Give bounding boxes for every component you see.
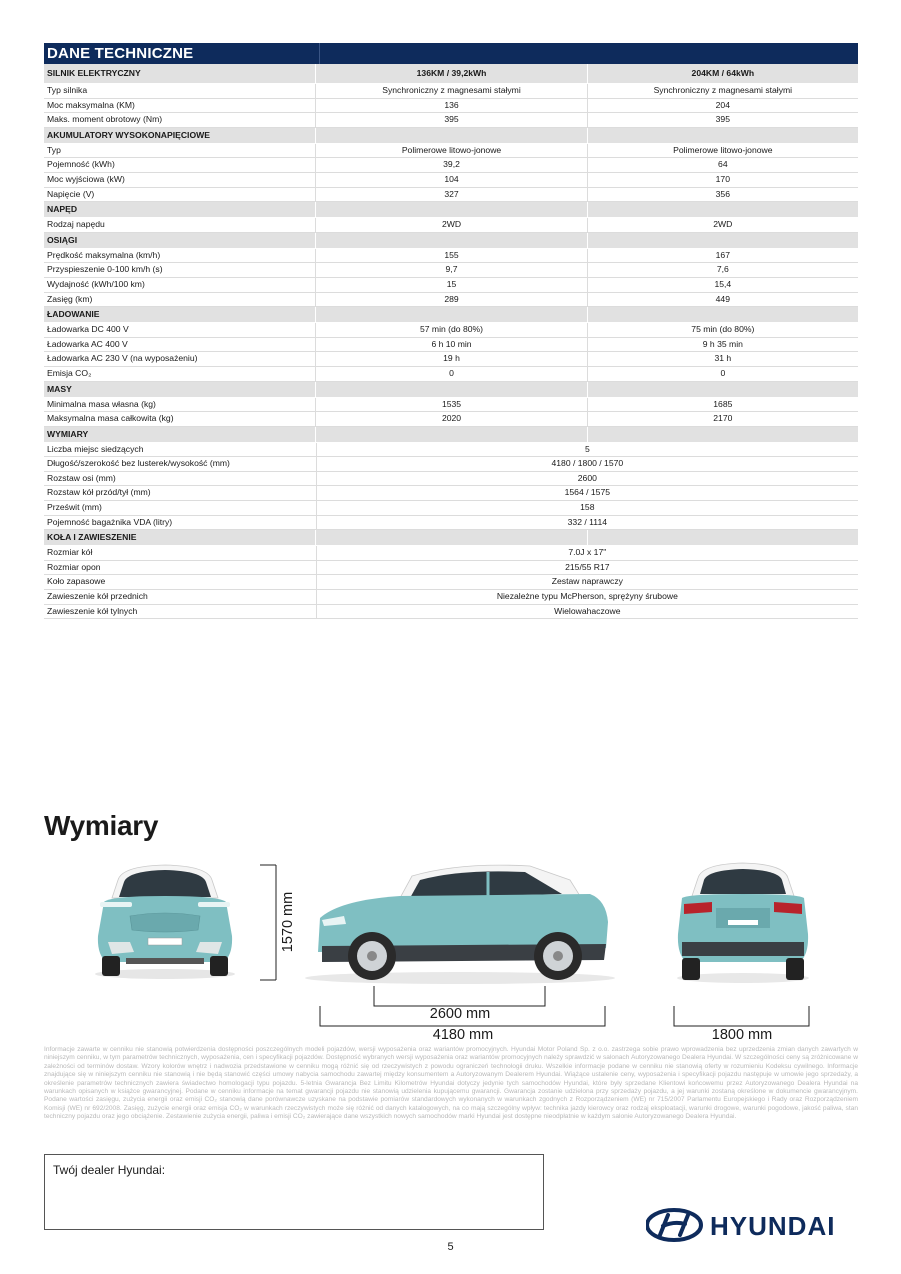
- car-front-view: [90, 858, 240, 980]
- spec-row: [44, 263, 858, 278]
- spec-label: Koło zapasowe: [47, 576, 106, 587]
- spec-row: [44, 218, 858, 233]
- spec-row: [44, 398, 858, 413]
- spec-value-variant-2: 204: [587, 99, 858, 113]
- spec-label: Zawieszenie kół przednich: [47, 591, 148, 602]
- engine-header-label: SILNIK ELEKTRYCZNY: [47, 68, 141, 78]
- spec-value-variant-2: Polimerowe litowo-jonowe: [587, 144, 858, 158]
- section-header: [44, 530, 858, 546]
- spec-label: Ładowarka DC 400 V: [47, 324, 129, 335]
- spec-label: Przyspieszenie 0-100 km/h (s): [47, 264, 163, 275]
- spec-value-variant-1: 1535: [315, 398, 586, 412]
- spec-row: [44, 367, 858, 382]
- spec-value-variant-2: 64: [587, 158, 858, 172]
- section-header: [44, 427, 858, 443]
- spec-row: [44, 516, 858, 531]
- spec-row: [44, 546, 858, 561]
- width-dimension-line: [672, 1006, 812, 1028]
- spec-value-variant-1: Synchroniczny z magnesami stałymi: [315, 84, 586, 98]
- section-header: [44, 233, 858, 249]
- spec-label: Napięcie (V): [47, 188, 95, 199]
- spec-value-variant-1: 15: [315, 278, 586, 292]
- length-label: 4180 mm: [432, 1027, 494, 1043]
- spec-value-shared: 215/55 R17: [316, 561, 858, 575]
- spec-table: [44, 43, 858, 619]
- brand-logo-text: HYUNDAI: [710, 1211, 836, 1241]
- spec-row: [44, 561, 858, 576]
- spec-row: [44, 575, 858, 590]
- spec-row: [44, 338, 858, 353]
- spec-value-variant-2: 7,6: [587, 263, 858, 277]
- spec-label: Rozmiar kół: [47, 547, 93, 558]
- spec-row: [44, 501, 858, 516]
- length-dimension-line: [318, 1006, 608, 1028]
- spec-row: [44, 486, 858, 501]
- spec-sections: [44, 84, 858, 619]
- spec-row: [44, 158, 858, 173]
- variant-1-header: 136KM / 39,2kWh: [315, 64, 586, 83]
- wheelbase-label: 2600 mm: [429, 1006, 491, 1022]
- width-label: 1800 mm: [711, 1027, 773, 1043]
- spec-title: DANE TECHNICZNE: [44, 43, 319, 64]
- spec-value-variant-1: 327: [315, 188, 586, 202]
- spec-value-shared: 5: [316, 443, 858, 457]
- spec-label: Rozmiar opon: [47, 561, 101, 572]
- spec-row: [44, 249, 858, 264]
- spec-value-shared: 2600: [316, 472, 858, 486]
- spec-label: Ładowarka AC 400 V: [47, 338, 128, 349]
- spec-value-variant-2: 15,4: [587, 278, 858, 292]
- spec-value-shared: Niezależne typu McPherson, sprężyny śrubowe: [316, 590, 858, 604]
- spec-row: [44, 84, 858, 99]
- section-title: NAPĘD: [47, 204, 78, 215]
- spec-value-variant-2: 356: [587, 188, 858, 202]
- spec-row: [44, 472, 858, 487]
- spec-row: [44, 173, 858, 188]
- spec-value-shared: Wielowahaczowe: [316, 605, 858, 619]
- spec-value-variant-2: 170: [587, 173, 858, 187]
- spec-value-variant-2: 0: [587, 367, 858, 381]
- spec-value-variant-1: 2020: [315, 412, 586, 426]
- spec-label: Liczba miejsc siedzących: [47, 443, 144, 454]
- section-title: OSIĄGI: [47, 234, 78, 245]
- spec-row: [44, 352, 858, 367]
- spec-label: Typ: [47, 144, 61, 155]
- spec-value-variant-1: 39,2: [315, 158, 586, 172]
- legal-disclaimer: Informacje zawarte w cenniku nie stanowią potwierdzenia dostępności poszczególnych modeli pojazdów, wersji wyposażenia oraz wariantów promocyjnych. Hyundai Motor Poland Sp. z o.o. zastrzega sobie prawo wprowadzenia bez uprzedzenia zmian danych zawartych w niniejszym cenniku, w tym parametrów technicznych, wyposażenia, cen i specyfikacji pojazdów. Dostępność wybranych wersji wyposażenia oraz wariantów promocyjnych należy sprawdzić w salonach Autoryzowanego Dealera Hyundai. W szczególności ceny są zróżnicowane w zależności od terminów dostaw. Wzory kolorów wnętrz i nadwozia przedstawione w cenniku mogą różnić się od rzeczywistych z powodu ograniczeń technologii druku. Wszelkie informacje podane w cenniku nie stanowią oferty w rozumieniu Kodeksu cywilnego. Informacje znajdujące się w niniejszym cenniku nie stanowią i nie będą stanowić części umowy nabycia samochodu zawartej między konsumentem a Autoryzowanym Dealerem Hyundai. Wiążące ustalenie ceny, wyposażenia i specyfikacji pojazdu następuje w umowie jego sprzedaży, a określenie parametrów technicznych zawiera świadectwo homologacji typu pojazdu. 5-letnia Gwarancja Bez Limitu Kilometrów Hyundai dotyczy jedynie tych samochodów Hyundai, które były sprzedane Klientowi końcowemu przez Autoryzowanego Dealera Hyundai na warunkach opisanych w książce gwarancyjnej. Podane w cenniku informacje na temat gwarancji pojazdu nie stanowią udzielenia kupującemu gwarancji. Gwarancja zostanie udzielona przy sprzedaży pojazdu, a jej warunki zostaną określone w dokumencie gwarancyjnym. Podane wartości zasięgu, zużycia energii oraz emisji CO₂ stanowią dane porównawcze uzyskane na podstawie pomiarów standardowych wykonanych w warunkach zgodnych z Rozporządzeniem (WE) nr 715/2007 Parlamentu Europejskiego i Rady oraz Rozporządzeniem Komisji (WE) nr 692/2008. Zasięg, zużycie energii oraz emisja CO₂ w warunkach rzeczywistych może się różnić od danych katalogowych, na co mają szczególny wpływ: technika jazdy kierowcy oraz rodzaj eksploatacji, warunki drogowe, warunki pogodowe, jakość paliwa, stan techniczny pojazdu oraz jego obciążenie. Zestawienie zużycia energii, paliwa i emisji CO₂ zawierające dane wszystkich nowych samochodów marki Hyundai jest dostępne nieodpłatnie w każdym salonie Autoryzowanego Dealera Hyundai.: [44, 1046, 858, 1121]
- dealer-box: [44, 1154, 544, 1230]
- spec-label: Rozstaw osi (mm): [47, 472, 116, 483]
- spec-label: Typ silnika: [47, 85, 88, 95]
- spec-row: [44, 113, 858, 128]
- spec-value-variant-2: 9 h 35 min: [587, 338, 858, 352]
- section-title: MASY: [47, 383, 72, 394]
- spec-label: Moc wyjściowa (kW): [47, 173, 125, 184]
- spec-value-variant-2: 2WD: [587, 218, 858, 232]
- spec-value-variant-1: 104: [315, 173, 586, 187]
- spec-value-variant-2: 167: [587, 249, 858, 263]
- spec-value-variant-1: 136: [315, 99, 586, 113]
- section-title: ŁADOWANIE: [47, 309, 100, 320]
- spec-value-variant-2: 1685: [587, 398, 858, 412]
- spec-title-bar: [44, 43, 858, 64]
- spec-label: Emisja CO₂: [47, 367, 92, 378]
- spec-row: [44, 443, 858, 458]
- spec-label: Prędkość maksymalna (km/h): [47, 249, 161, 260]
- dealer-label: Twój dealer Hyundai:: [53, 1163, 166, 1177]
- height-label: 1570 mm: [280, 891, 296, 953]
- spec-value-variant-1: 155: [315, 249, 586, 263]
- section-header: [44, 307, 858, 323]
- spec-value-variant-1: 57 min (do 80%): [315, 323, 586, 337]
- spec-value-shared: Zestaw naprawczy: [316, 575, 858, 589]
- spec-row: [44, 278, 858, 293]
- spec-value-variant-2: 75 min (do 80%): [587, 323, 858, 337]
- section-title: AKUMULATORY WYSOKONAPIĘCIOWE: [47, 129, 210, 140]
- spec-row: [44, 412, 858, 427]
- spec-label: Wydajność (kWh/100 km): [47, 278, 145, 289]
- spec-label: Zawieszenie kół tylnych: [47, 605, 138, 616]
- spec-label: Długość/szerokość bez lusterek/wysokość (mm): [47, 458, 230, 469]
- wheelbase-dimension-line: [372, 986, 548, 1008]
- spec-row: [44, 293, 858, 308]
- spec-label: Minimalna masa własna (kg): [47, 398, 156, 409]
- spec-row: [44, 457, 858, 472]
- hyundai-logo-icon: [646, 1208, 858, 1242]
- spec-value-variant-2: 395: [587, 113, 858, 127]
- spec-row: [44, 188, 858, 203]
- spec-label: Rodzaj napędu: [47, 219, 105, 230]
- car-rear-view: [672, 858, 814, 984]
- spec-value-variant-1: 289: [315, 293, 586, 307]
- variant-2-header: 204KM / 64kWh: [587, 64, 858, 83]
- spec-label: Maksymalna masa całkowita (kg): [47, 413, 174, 424]
- dimensions-title: Wymiary: [44, 810, 159, 841]
- section-header: [44, 382, 858, 398]
- spec-label: Pojemność (kWh): [47, 159, 115, 170]
- spec-value-variant-2: 2170: [587, 412, 858, 426]
- spec-label: Maks. moment obrotowy (Nm): [47, 114, 163, 125]
- spec-label: Zasięg (km): [47, 293, 93, 304]
- section-header: [44, 202, 858, 218]
- spec-value-variant-1: Polimerowe litowo-jonowe: [315, 144, 586, 158]
- section-header: [44, 128, 858, 144]
- spec-row: [44, 605, 858, 620]
- spec-value-shared: 7.0J x 17": [316, 546, 858, 560]
- spec-value-variant-1: 395: [315, 113, 586, 127]
- spec-value-shared: 158: [316, 501, 858, 515]
- spec-row: [44, 590, 858, 605]
- spec-value-shared: 1564 / 1575: [316, 486, 858, 500]
- spec-label: Pojemność bagażnika VDA (litry): [47, 516, 173, 527]
- spec-value-shared: 332 / 1114: [316, 516, 858, 530]
- car-side-view: [300, 860, 628, 985]
- spec-label: Ładowarka AC 230 V (na wyposażeniu): [47, 353, 198, 364]
- engine-header: [44, 64, 858, 84]
- spec-label: Moc maksymalna (KM): [47, 99, 135, 110]
- spec-row: [44, 144, 858, 159]
- spec-value-variant-1: 9,7: [315, 263, 586, 277]
- spec-row: [44, 99, 858, 114]
- page-number: 5: [447, 1241, 454, 1253]
- spec-value-shared: 4180 / 1800 / 1570: [316, 457, 858, 471]
- spec-row: [44, 323, 858, 338]
- spec-label: Prześwit (mm): [47, 502, 102, 513]
- section-title: WYMIARY: [47, 428, 89, 439]
- spec-value-variant-2: Synchroniczny z magnesami stałymi: [587, 84, 858, 98]
- spec-value-variant-2: 31 h: [587, 352, 858, 366]
- spec-value-variant-1: 19 h: [315, 352, 586, 366]
- spec-value-variant-2: 449: [587, 293, 858, 307]
- spec-value-variant-1: 0: [315, 367, 586, 381]
- spec-label: Rozstaw kół przód/tył (mm): [47, 487, 151, 498]
- spec-value-variant-1: 2WD: [315, 218, 586, 232]
- section-title: KOŁA I ZAWIESZENIE: [47, 532, 137, 543]
- spec-value-variant-1: 6 h 10 min: [315, 338, 586, 352]
